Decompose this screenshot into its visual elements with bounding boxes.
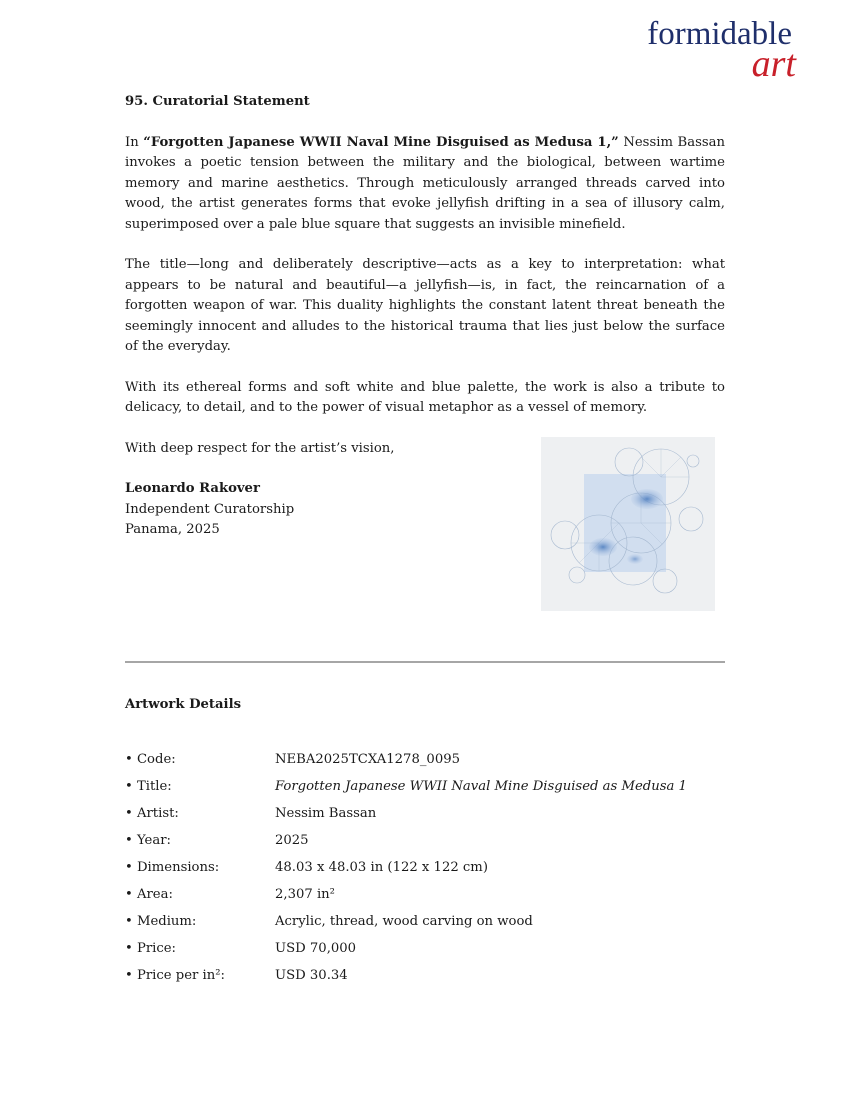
detail-row-price-per-area bbox=[125, 966, 725, 993]
detail-row-artist bbox=[125, 804, 725, 831]
curator-place: Panama, 2025 bbox=[125, 522, 220, 537]
statement-paragraph-2: The title—long and deliberately descriptive—acts as a key to interpretation: what appears to be natural and beautiful—a jellyfish—is, in fact, the reincarnation of a forgotten weapon of war. This duality highlights the constant latent threat beneath the seemingly innocent and alludes to the historical trauma that lies just below the surface of the everyday. bbox=[125, 257, 725, 354]
detail-value: 2,307 in² bbox=[275, 887, 335, 902]
detail-value: 48.03 x 48.03 in (122 x 122 cm) bbox=[275, 860, 488, 875]
p1-body: Nessim Bassan invokes a poetic tension between the military and the biological, between wartime memory and marine aesthetics. Through meticulously arranged threads carved into wood, the artist generates forms that evoke jellyfish drifting in a sea of illusory calm, superimposed over a pale blue square that suggests an invisible minefield. bbox=[125, 134, 725, 232]
detail-row-dimensions bbox=[125, 858, 725, 885]
detail-label: • Artist: bbox=[125, 806, 179, 821]
detail-label: • Code: bbox=[125, 752, 176, 767]
detail-label: • Medium: bbox=[125, 914, 197, 929]
artwork-details-heading: Artwork Details bbox=[125, 697, 242, 712]
detail-value: Nessim Bassan bbox=[275, 806, 377, 821]
p1-artwork-title: “Forgotten Japanese WWII Naval Mine Disguised as Medusa 1,” bbox=[143, 134, 619, 150]
detail-row-year bbox=[125, 831, 725, 858]
section-divider bbox=[125, 661, 725, 663]
detail-value: NEBA2025TCXA1278_0095 bbox=[275, 752, 460, 767]
statement-heading: 95. Curatorial Statement bbox=[125, 94, 310, 109]
statement-closing: With deep respect for the artist’s vision, bbox=[125, 440, 395, 456]
detail-value: Acrylic, thread, wood carving on wood bbox=[275, 914, 533, 929]
artwork-image bbox=[541, 437, 715, 611]
detail-value: Forgotten Japanese WWII Naval Mine Disguised as Medusa 1 bbox=[275, 779, 687, 794]
logo-word-formidable: formidable bbox=[647, 16, 792, 52]
detail-label: • Area: bbox=[125, 887, 173, 902]
formidable-art-logo bbox=[647, 16, 796, 85]
detail-label: • Dimensions: bbox=[125, 860, 220, 875]
detail-row-area bbox=[125, 885, 725, 912]
curator-name: Leonardo Rakover bbox=[125, 481, 260, 496]
detail-label: • Title: bbox=[125, 779, 172, 794]
logo-word-art: art bbox=[751, 43, 796, 85]
detail-label: • Year: bbox=[125, 833, 171, 848]
artwork-details-list bbox=[125, 750, 725, 993]
p1-prefix: In bbox=[125, 134, 144, 150]
statement-paragraph-3: With its ethereal forms and soft white and blue palette, the work is also a tribute to delicacy, to detail, and to the power of visual metaphor as a vessel of memory. bbox=[125, 379, 725, 415]
detail-row-title bbox=[125, 777, 725, 804]
detail-row-price bbox=[125, 939, 725, 966]
detail-row-code bbox=[125, 750, 725, 777]
detail-value: USD 30.34 bbox=[275, 968, 348, 983]
artwork-illustration bbox=[541, 437, 715, 611]
detail-row-medium bbox=[125, 912, 725, 939]
curator-role: Independent Curatorship bbox=[125, 501, 295, 517]
statement-paragraph-1 bbox=[125, 133, 725, 236]
detail-label: • Price per in²: bbox=[125, 968, 225, 983]
detail-value: 2025 bbox=[275, 833, 309, 848]
detail-label: • Price: bbox=[125, 941, 176, 956]
detail-value: USD 70,000 bbox=[275, 941, 357, 956]
